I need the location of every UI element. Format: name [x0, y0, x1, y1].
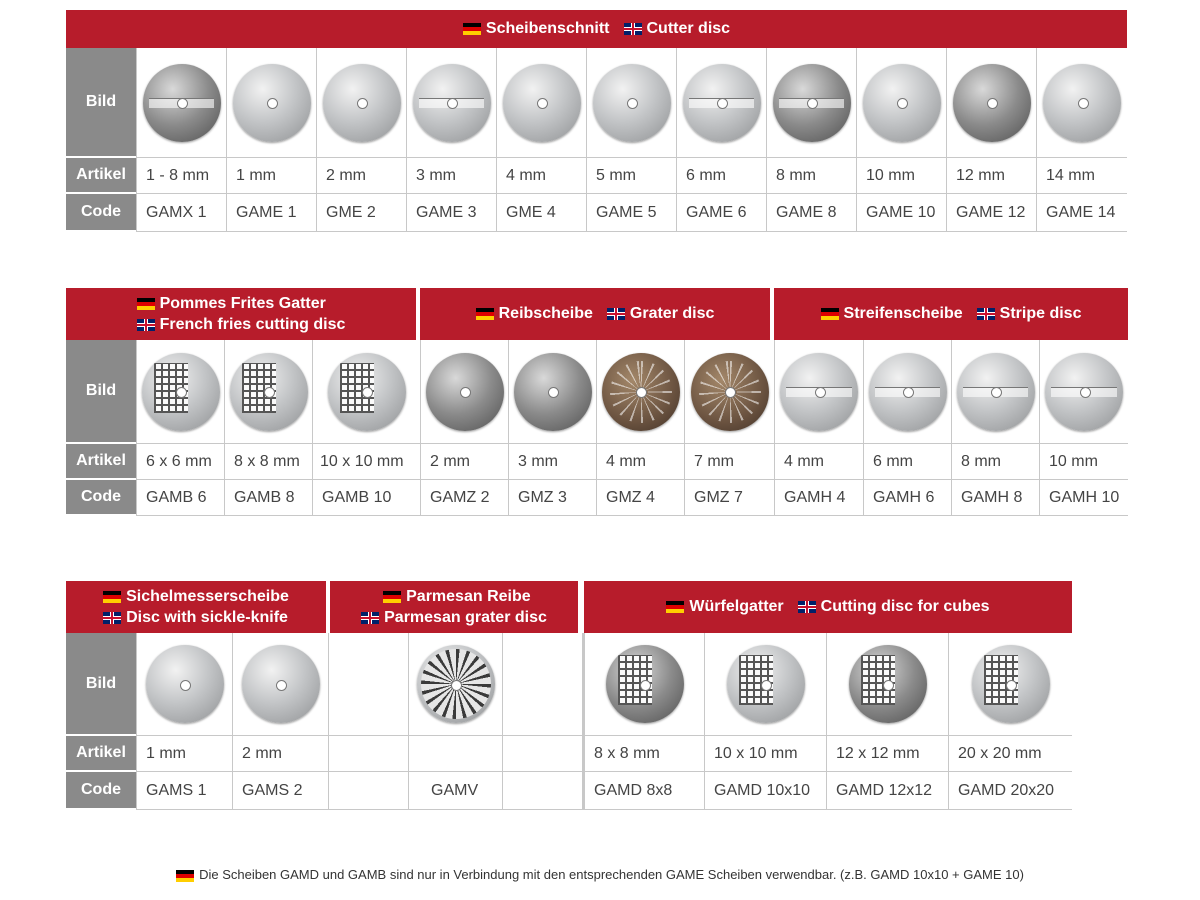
article-cell — [408, 736, 502, 772]
disc-photo — [242, 645, 320, 723]
code-cell: GAMD 10x10 — [704, 772, 826, 810]
cutter-disc-title-de: Scheibenschnitt — [485, 20, 610, 37]
article-cell: 6 x 6 mm — [136, 444, 224, 480]
fries-header — [66, 288, 418, 340]
disc-image — [596, 340, 684, 444]
row-label-bild: Bild — [66, 48, 136, 158]
flag-uk-icon — [624, 23, 642, 35]
row-label-code: Code — [66, 480, 136, 516]
article-cell: 4 mm — [496, 158, 586, 194]
row-label-artikel: Artikel — [66, 158, 136, 194]
row-label-code: Code — [66, 772, 136, 810]
disc-image — [136, 340, 224, 444]
row-label-artikel: Artikel — [66, 444, 136, 480]
article-cell: 20 x 20 mm — [948, 736, 1072, 772]
code-cell: GAME 5 — [586, 194, 676, 232]
disc-image — [328, 633, 408, 736]
article-cell: 12 x 12 mm — [826, 736, 948, 772]
flag-de-icon — [383, 591, 401, 603]
disc-image — [136, 48, 226, 158]
code-cell: GAMH 4 — [774, 480, 863, 516]
code-cell: GAMD 8x8 — [582, 772, 704, 810]
flag-uk-icon — [977, 308, 995, 320]
stripe-title-en: Stripe disc — [999, 305, 1082, 322]
fries-grater-stripe-table — [66, 288, 1128, 516]
code-cell: GAME 14 — [1036, 194, 1127, 232]
disc-image — [774, 340, 863, 444]
flag-uk-icon — [361, 612, 379, 624]
article-cell: 10 x 10 mm — [312, 444, 420, 480]
code-cell: GAMD 12x12 — [826, 772, 948, 810]
disc-photo — [683, 64, 761, 142]
article-cell: 1 - 8 mm — [136, 158, 226, 194]
code-cell: GAMS 1 — [136, 772, 232, 810]
disc-image — [232, 633, 328, 736]
disc-photo — [727, 645, 805, 723]
code-cell: GAMH 6 — [863, 480, 951, 516]
article-cell: 6 mm — [863, 444, 951, 480]
flag-uk-icon — [103, 612, 121, 624]
disc-image — [496, 48, 586, 158]
disc-photo — [849, 645, 927, 723]
disc-photo — [773, 64, 851, 142]
row-label-code: Code — [66, 194, 136, 232]
sickle-title-de: Sichelmesserscheibe — [126, 588, 289, 605]
article-cell: 14 mm — [1036, 158, 1127, 194]
grater-header — [420, 288, 772, 340]
sickle-parmesan-cube-table — [66, 581, 1072, 810]
sickle-header — [66, 581, 328, 633]
code-cell: GAMZ 2 — [420, 480, 508, 516]
article-cell: 8 mm — [951, 444, 1039, 480]
article-cell: 7 mm — [684, 444, 774, 480]
article-cell: 4 mm — [774, 444, 863, 480]
disc-image — [420, 340, 508, 444]
parmesan-title-en: Parmesan grater disc — [384, 609, 547, 626]
article-cell: 10 x 10 mm — [704, 736, 826, 772]
disc-photo — [417, 645, 495, 723]
disc-image — [226, 48, 316, 158]
flag-uk-icon — [137, 319, 155, 331]
disc-image — [1039, 340, 1128, 444]
row-label-artikel: Artikel — [66, 736, 136, 772]
row-label-bild: Bild — [66, 633, 136, 736]
footnote-text: Die Scheiben GAMD und GAMB sind nur in Verbindung mit den entsprechenden GAME Scheiben verwendbar. (z.B. GAMD 10x10 + GAME 10) — [199, 867, 1024, 882]
code-cell — [328, 772, 408, 810]
disc-image — [1036, 48, 1127, 158]
disc-image — [863, 340, 951, 444]
code-cell: GME 2 — [316, 194, 406, 232]
disc-photo — [1043, 64, 1121, 142]
row-label-bild: Bild — [66, 340, 136, 444]
disc-photo — [972, 645, 1050, 723]
disc-photo — [413, 64, 491, 142]
flag-de-icon — [103, 591, 121, 603]
code-cell: GAMV — [408, 772, 502, 810]
article-cell: 10 mm — [1039, 444, 1128, 480]
article-cell — [502, 736, 582, 772]
disc-photo — [691, 353, 769, 431]
code-cell: GAMB 8 — [224, 480, 312, 516]
flag-de-icon — [176, 870, 194, 882]
flag-de-icon — [666, 601, 684, 613]
disc-image — [316, 48, 406, 158]
disc-image — [766, 48, 856, 158]
code-cell: GAMS 2 — [232, 772, 328, 810]
disc-image — [508, 340, 596, 444]
article-cell: 8 x 8 mm — [582, 736, 704, 772]
code-cell: GMZ 7 — [684, 480, 774, 516]
disc-photo — [142, 353, 220, 431]
cubes-header — [584, 581, 1072, 633]
code-cell: GAMD 20x20 — [948, 772, 1072, 810]
disc-image — [951, 340, 1039, 444]
grater-title-de: Reibscheibe — [498, 305, 593, 322]
code-cell: GAMH 10 — [1039, 480, 1128, 516]
article-cell: 6 mm — [676, 158, 766, 194]
parmesan-title-de: Parmesan Reibe — [406, 588, 531, 605]
cutter-disc-title-en: Cutter disc — [646, 20, 731, 37]
disc-image — [312, 340, 420, 444]
parmesan-header — [330, 581, 580, 633]
code-cell: GMZ 3 — [508, 480, 596, 516]
cubes-title-en: Cutting disc for cubes — [820, 598, 990, 615]
stripe-header — [774, 288, 1128, 340]
article-cell: 2 mm — [232, 736, 328, 772]
code-cell: GAMB 6 — [136, 480, 224, 516]
disc-image — [704, 633, 826, 736]
article-cell: 1 mm — [226, 158, 316, 194]
disc-image — [946, 48, 1036, 158]
cutter-disc-header — [66, 10, 1127, 48]
disc-photo — [146, 645, 224, 723]
article-cell: 3 mm — [508, 444, 596, 480]
disc-photo — [1045, 353, 1123, 431]
code-cell: GAMH 8 — [951, 480, 1039, 516]
disc-photo — [863, 64, 941, 142]
flag-uk-icon — [607, 308, 625, 320]
code-cell: GME 4 — [496, 194, 586, 232]
disc-photo — [503, 64, 581, 142]
cutter-disc-table — [66, 10, 1127, 222]
disc-image — [684, 340, 774, 444]
disc-image — [676, 48, 766, 158]
grater-title-en: Grater disc — [629, 305, 715, 322]
code-cell: GAME 6 — [676, 194, 766, 232]
disc-image — [502, 633, 582, 736]
code-cell — [502, 772, 582, 810]
disc-photo — [143, 64, 221, 142]
article-cell: 8 x 8 mm — [224, 444, 312, 480]
disc-photo — [230, 353, 308, 431]
article-cell: 1 mm — [136, 736, 232, 772]
disc-photo — [602, 353, 680, 431]
disc-photo — [426, 353, 504, 431]
disc-image — [406, 48, 496, 158]
article-cell: 5 mm — [586, 158, 676, 194]
footnote — [0, 867, 1200, 882]
article-cell: 2 mm — [420, 444, 508, 480]
code-cell: GAMB 10 — [312, 480, 420, 516]
article-cell: 3 mm — [406, 158, 496, 194]
fries-title-de: Pommes Frites Gatter — [159, 295, 326, 312]
disc-image — [582, 633, 704, 736]
code-cell: GAMX 1 — [136, 194, 226, 232]
article-cell — [328, 736, 408, 772]
code-cell: GAME 1 — [226, 194, 316, 232]
article-cell: 4 mm — [596, 444, 684, 480]
disc-image — [826, 633, 948, 736]
sickle-title-en: Disc with sickle-knife — [126, 609, 288, 626]
disc-photo — [323, 64, 401, 142]
disc-image — [948, 633, 1072, 736]
flag-de-icon — [821, 308, 839, 320]
disc-image — [224, 340, 312, 444]
flag-uk-icon — [798, 601, 816, 613]
disc-photo — [514, 353, 592, 431]
article-cell: 8 mm — [766, 158, 856, 194]
flag-de-icon — [476, 308, 494, 320]
article-cell: 12 mm — [946, 158, 1036, 194]
fries-title-en: French fries cutting disc — [159, 316, 346, 333]
article-cell: 10 mm — [856, 158, 946, 194]
disc-photo — [233, 64, 311, 142]
article-cell: 2 mm — [316, 158, 406, 194]
disc-image — [136, 633, 232, 736]
disc-image — [408, 633, 502, 736]
cubes-title-de: Würfelgatter — [689, 598, 784, 615]
disc-photo — [606, 645, 684, 723]
disc-photo — [957, 353, 1035, 431]
stripe-title-de: Streifenscheibe — [843, 305, 963, 322]
disc-photo — [593, 64, 671, 142]
code-cell: GAME 10 — [856, 194, 946, 232]
disc-photo — [780, 353, 858, 431]
flag-de-icon — [137, 298, 155, 310]
disc-photo — [869, 353, 947, 431]
disc-image — [586, 48, 676, 158]
flag-de-icon — [463, 23, 481, 35]
code-cell: GAME 12 — [946, 194, 1036, 232]
code-cell: GAME 3 — [406, 194, 496, 232]
code-cell: GMZ 4 — [596, 480, 684, 516]
disc-photo — [953, 64, 1031, 142]
disc-image — [856, 48, 946, 158]
disc-photo — [328, 353, 406, 431]
code-cell: GAME 8 — [766, 194, 856, 232]
